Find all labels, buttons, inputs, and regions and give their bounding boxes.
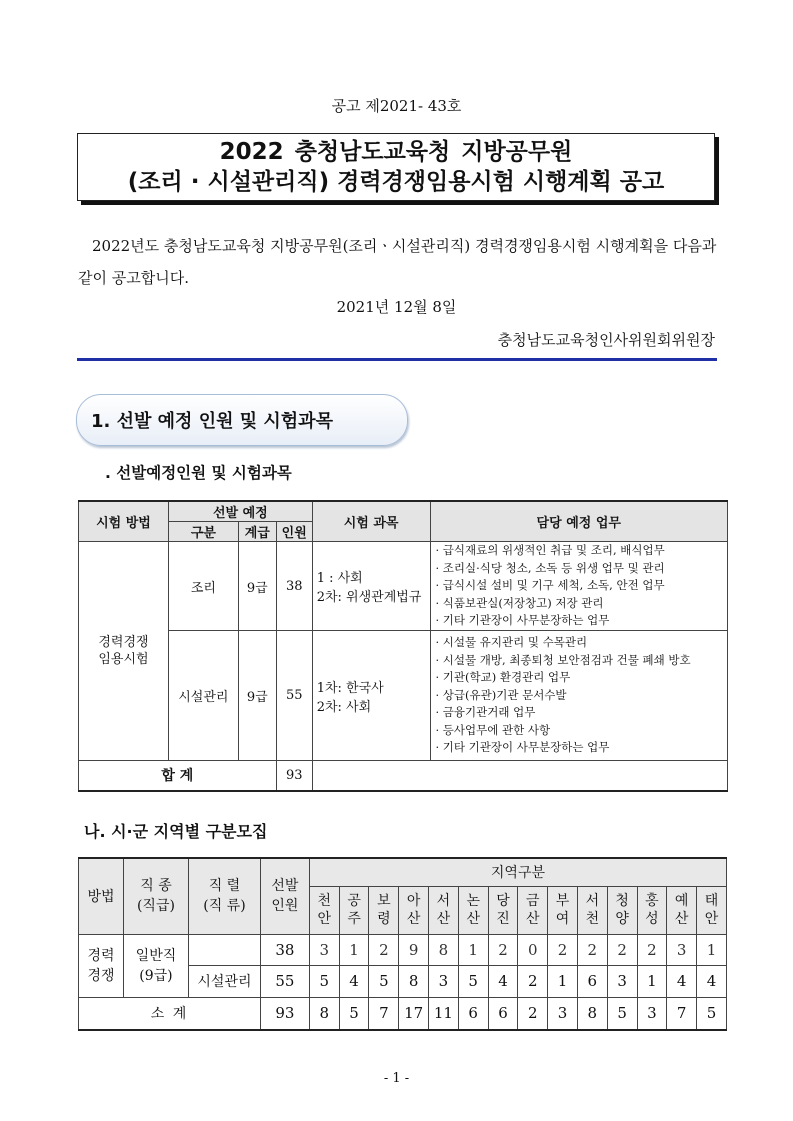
region-header (577, 886, 607, 934)
subsection-2-title: 나. 시·군 지역별 구분모집 (84, 822, 268, 841)
region-value: 2 (637, 934, 667, 965)
header-region-group: 지역구분 (309, 858, 726, 886)
region-name: 보령 (377, 893, 391, 927)
region-name: 서천 (585, 893, 600, 927)
region-value: 3 (429, 965, 459, 997)
region-value: 4 (667, 965, 697, 997)
total-label: 합 계 (79, 761, 277, 791)
region-value: 3 (309, 934, 339, 965)
subject-line: 1 : 사회 (316, 571, 363, 586)
region-value: 3 (607, 965, 637, 997)
region-name: 천안 (317, 893, 332, 927)
duty-item: · 기관(학교) 환경관리 업무 (435, 670, 571, 685)
header-method: 방법 (79, 858, 124, 934)
subtotal-value: 5 (607, 997, 637, 1030)
subtotal-label: 소 계 (79, 997, 261, 1030)
subtotal-value: 7 (667, 997, 697, 1030)
subject-line: 2차: 위생관계법규 (316, 590, 422, 605)
method-value: 경력 경쟁 (87, 947, 115, 984)
header-job-text: 직 종 (직급) (136, 878, 175, 915)
count-cell: 38 (260, 934, 309, 965)
header-selection: 선발 예정 (168, 501, 312, 522)
subtotal-value: 5 (339, 997, 369, 1030)
region-value: 1 (637, 965, 667, 997)
region-value: 8 (399, 965, 429, 997)
header-method: 시험 방법 (79, 501, 169, 542)
subjects-cell (312, 631, 430, 761)
region-header (667, 886, 697, 934)
header-count (260, 858, 309, 934)
region-value: 1 (548, 965, 578, 997)
duty-item: · 기타 기관장이 사무분장하는 업무 (435, 613, 610, 628)
region-header (488, 886, 518, 934)
subject-line: 1차: 한국사 (316, 680, 384, 696)
region-value: 0 (518, 934, 548, 965)
region-header (458, 886, 488, 934)
duty-item: · 등사업무에 관한 사항 (435, 722, 551, 737)
total-empty (312, 761, 727, 791)
subtotal-value: 3 (548, 997, 578, 1030)
region-name: 서산 (436, 893, 451, 927)
region-value: 2 (548, 934, 578, 965)
intro-paragraph: 2022년도 충청남도교육청 지방공무원(조리ㆍ시설관리직) 경력경쟁임용시험 시행계획을 다음과 같이 공고합니다. (78, 237, 717, 287)
region-header (607, 886, 637, 934)
duty-item: · 시설물 유지관리 및 수목관리 (435, 635, 588, 650)
subtotal-value: 6 (458, 997, 488, 1030)
count-cell: 38 (276, 542, 312, 631)
selection-table (78, 500, 728, 792)
count-cell: 55 (260, 965, 309, 997)
region-value: 1 (339, 934, 369, 965)
region-value: 5 (309, 965, 339, 997)
region-value: 4 (697, 965, 727, 997)
title-line-1: 2022 충청남도교육청 지방공무원 (219, 139, 573, 165)
region-value: 2 (488, 934, 518, 965)
header-count: 인원 (276, 522, 312, 542)
region-value: 4 (488, 965, 518, 997)
subtotal-value: 6 (488, 997, 518, 1030)
section-1-header (76, 394, 408, 446)
duty-item: · 식품보관실(저장창고) 저장 관리 (435, 595, 604, 610)
region-name: 당진 (496, 893, 510, 927)
header-duties: 담당 예정 업무 (430, 501, 728, 542)
header-series-text: 직 렬 (직 류) (203, 878, 246, 915)
region-value: 2 (518, 965, 548, 997)
header-grade: 계급 (238, 522, 276, 542)
title-box (77, 133, 715, 201)
region-header (637, 886, 667, 934)
region-value: 2 (369, 934, 399, 965)
notice-number: 공고 제2021- 43호 (331, 97, 462, 115)
region-header (429, 886, 459, 934)
subtotal-value: 8 (309, 997, 339, 1030)
region-value: 2 (607, 934, 637, 965)
issuer: 충청남도교육청인사위원회위원장 (497, 331, 715, 349)
subtotal-value: 3 (637, 997, 667, 1030)
method-cell (79, 542, 169, 761)
region-value: 1 (458, 934, 488, 965)
region-value: 5 (369, 965, 399, 997)
region-name: 청양 (615, 893, 629, 927)
region-name: 아산 (406, 893, 421, 927)
region-name: 부여 (555, 893, 570, 927)
region-header (518, 886, 548, 934)
title-line-2: (조리 · 시설관리직) 경력경쟁임용시험 시행계획 공고 (127, 169, 665, 195)
duties-cell (430, 542, 728, 631)
job-value: 일반직 (9급) (135, 947, 177, 984)
grade-cell: 9급 (238, 631, 276, 761)
region-name: 홍성 (645, 893, 659, 927)
subtotal-value: 8 (577, 997, 607, 1030)
region-name: 태안 (704, 893, 719, 927)
method-cell (79, 934, 124, 997)
method-value: 경력경쟁 임용시험 (98, 635, 149, 667)
category-cell: 시설관리 (168, 631, 238, 761)
region-table (78, 857, 727, 1031)
header-series (188, 858, 260, 934)
subtotal-count: 93 (260, 997, 309, 1030)
duty-item: · 상급(유관)기관 문서수발 (435, 687, 567, 702)
duty-item: · 급식시설 설비 및 기구 세척, 소독, 안전 업무 (435, 578, 665, 593)
subtotal-value: 5 (697, 997, 727, 1030)
count-cell: 55 (276, 631, 312, 761)
header-job (123, 858, 188, 934)
header-subjects: 시험 과목 (312, 501, 430, 542)
region-value: 6 (577, 965, 607, 997)
region-name: 공주 (347, 893, 361, 927)
page-number: - 1 - (383, 1071, 410, 1086)
series-cell (188, 934, 260, 965)
region-value: 4 (339, 965, 369, 997)
region-header (548, 886, 578, 934)
subjects-cell (312, 542, 430, 631)
subject-line: 2차: 사회 (316, 699, 372, 715)
region-name: 금산 (526, 893, 540, 927)
subsection-1-title: . 선발예정인원 및 시험과목 (105, 464, 292, 482)
duty-item: · 급식재료의 위생적인 취급 및 조리, 배식업무 (435, 543, 665, 558)
region-value: 9 (399, 934, 429, 965)
region-header (309, 886, 339, 934)
region-value: 2 (577, 934, 607, 965)
region-value: 3 (667, 934, 697, 965)
subtotal-value: 17 (399, 997, 429, 1030)
duty-item: · 시설물 개방, 최종퇴청 보안점검과 건물 폐쇄 방호 (435, 652, 691, 667)
region-header (399, 886, 429, 934)
duty-item: · 기타 기관장이 사무분장하는 업무 (435, 740, 610, 755)
job-cell (123, 934, 188, 997)
region-name: 예산 (674, 893, 689, 927)
subtotal-value: 11 (429, 997, 459, 1030)
region-header (697, 886, 727, 934)
section-1-title: 1. 선발 예정 인원 및 시험과목 (91, 411, 333, 432)
duty-item: · 조리실·식당 청소, 소독 등 위생 업무 및 관리 (435, 560, 665, 575)
header-category: 구분 (168, 522, 238, 542)
duty-item: · 금융기관거래 업무 (435, 705, 536, 720)
subtotal-value: 2 (518, 997, 548, 1030)
category-cell: 조리 (168, 542, 238, 631)
region-header (339, 886, 369, 934)
grade-cell: 9급 (238, 542, 276, 631)
region-header (369, 886, 399, 934)
announcement-date: 2021년 12월 8일 (336, 298, 457, 316)
divider (77, 358, 717, 361)
region-value: 1 (697, 934, 727, 965)
region-name: 논산 (466, 893, 480, 927)
total-count: 93 (276, 761, 312, 791)
region-value: 5 (458, 965, 488, 997)
region-value: 8 (429, 934, 459, 965)
subtotal-value: 7 (369, 997, 399, 1030)
header-count-text: 선발 인원 (271, 878, 299, 915)
series-cell: 시설관리 (188, 965, 260, 997)
duties-cell (430, 631, 728, 761)
